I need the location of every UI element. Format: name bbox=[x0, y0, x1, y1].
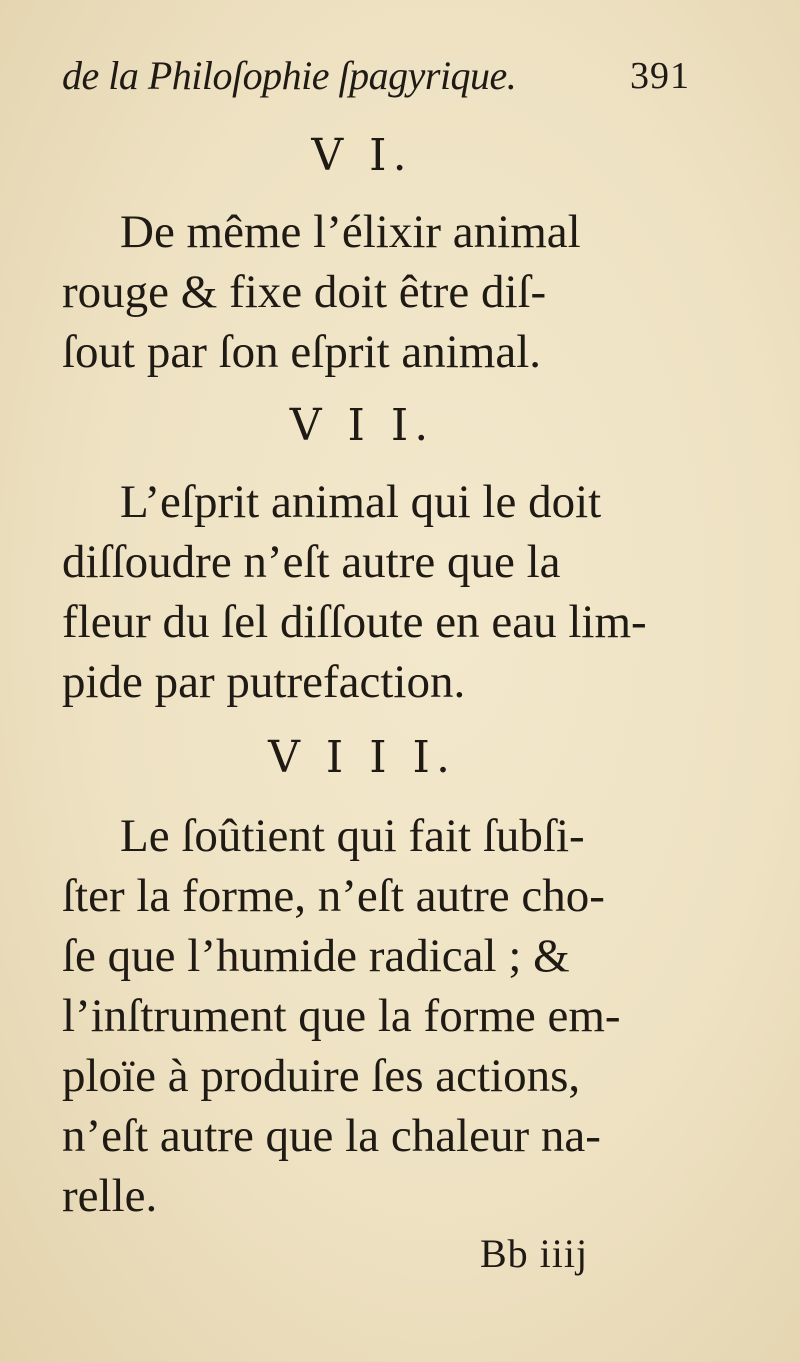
running-head bbox=[40, 52, 690, 102]
text-line: pide par putrefaction. bbox=[62, 656, 466, 708]
text-line: rouge & fixe doit être diſ- bbox=[62, 266, 547, 318]
article-numeral-7: V I I. bbox=[289, 400, 435, 451]
text-line: ſter la forme, n’eſt autre cho- bbox=[62, 870, 605, 922]
text-line: L’eſprit animal qui le doit bbox=[120, 476, 602, 528]
text-line: ploïe à produire ſes actions, bbox=[62, 1050, 581, 1102]
text-line: ſout par ſon eſprit animal. bbox=[62, 326, 542, 378]
signature-mark: Bb iiij bbox=[480, 1231, 589, 1276]
article-numeral-6: V I. bbox=[311, 130, 413, 181]
text-line: l’inſtrument que la forme em- bbox=[62, 990, 621, 1042]
text-line: relle. bbox=[62, 1170, 158, 1222]
text-line: diſſoudre n’eſt autre que la bbox=[62, 536, 561, 588]
article-paragraph-8 bbox=[62, 806, 702, 1226]
text-line: Le ſoûtient qui fait ſubſi- bbox=[120, 810, 585, 862]
article-paragraph-6 bbox=[62, 202, 702, 382]
text-line: ſe que l’humide radical ; & bbox=[62, 930, 570, 982]
article-numeral-8: V I I I. bbox=[268, 732, 456, 783]
text-block bbox=[62, 120, 702, 1226]
article-paragraph-7 bbox=[62, 472, 702, 712]
running-title: de la Philoſophie ſpagyrique. bbox=[62, 53, 517, 98]
text-line: n’eſt autre que la chaleur na- bbox=[62, 1110, 601, 1162]
text-line: De même l’élixir animal bbox=[120, 206, 581, 258]
text-line: fleur du ſel diſſoute en eau lim- bbox=[62, 596, 647, 648]
page-number: 391 bbox=[630, 55, 690, 97]
